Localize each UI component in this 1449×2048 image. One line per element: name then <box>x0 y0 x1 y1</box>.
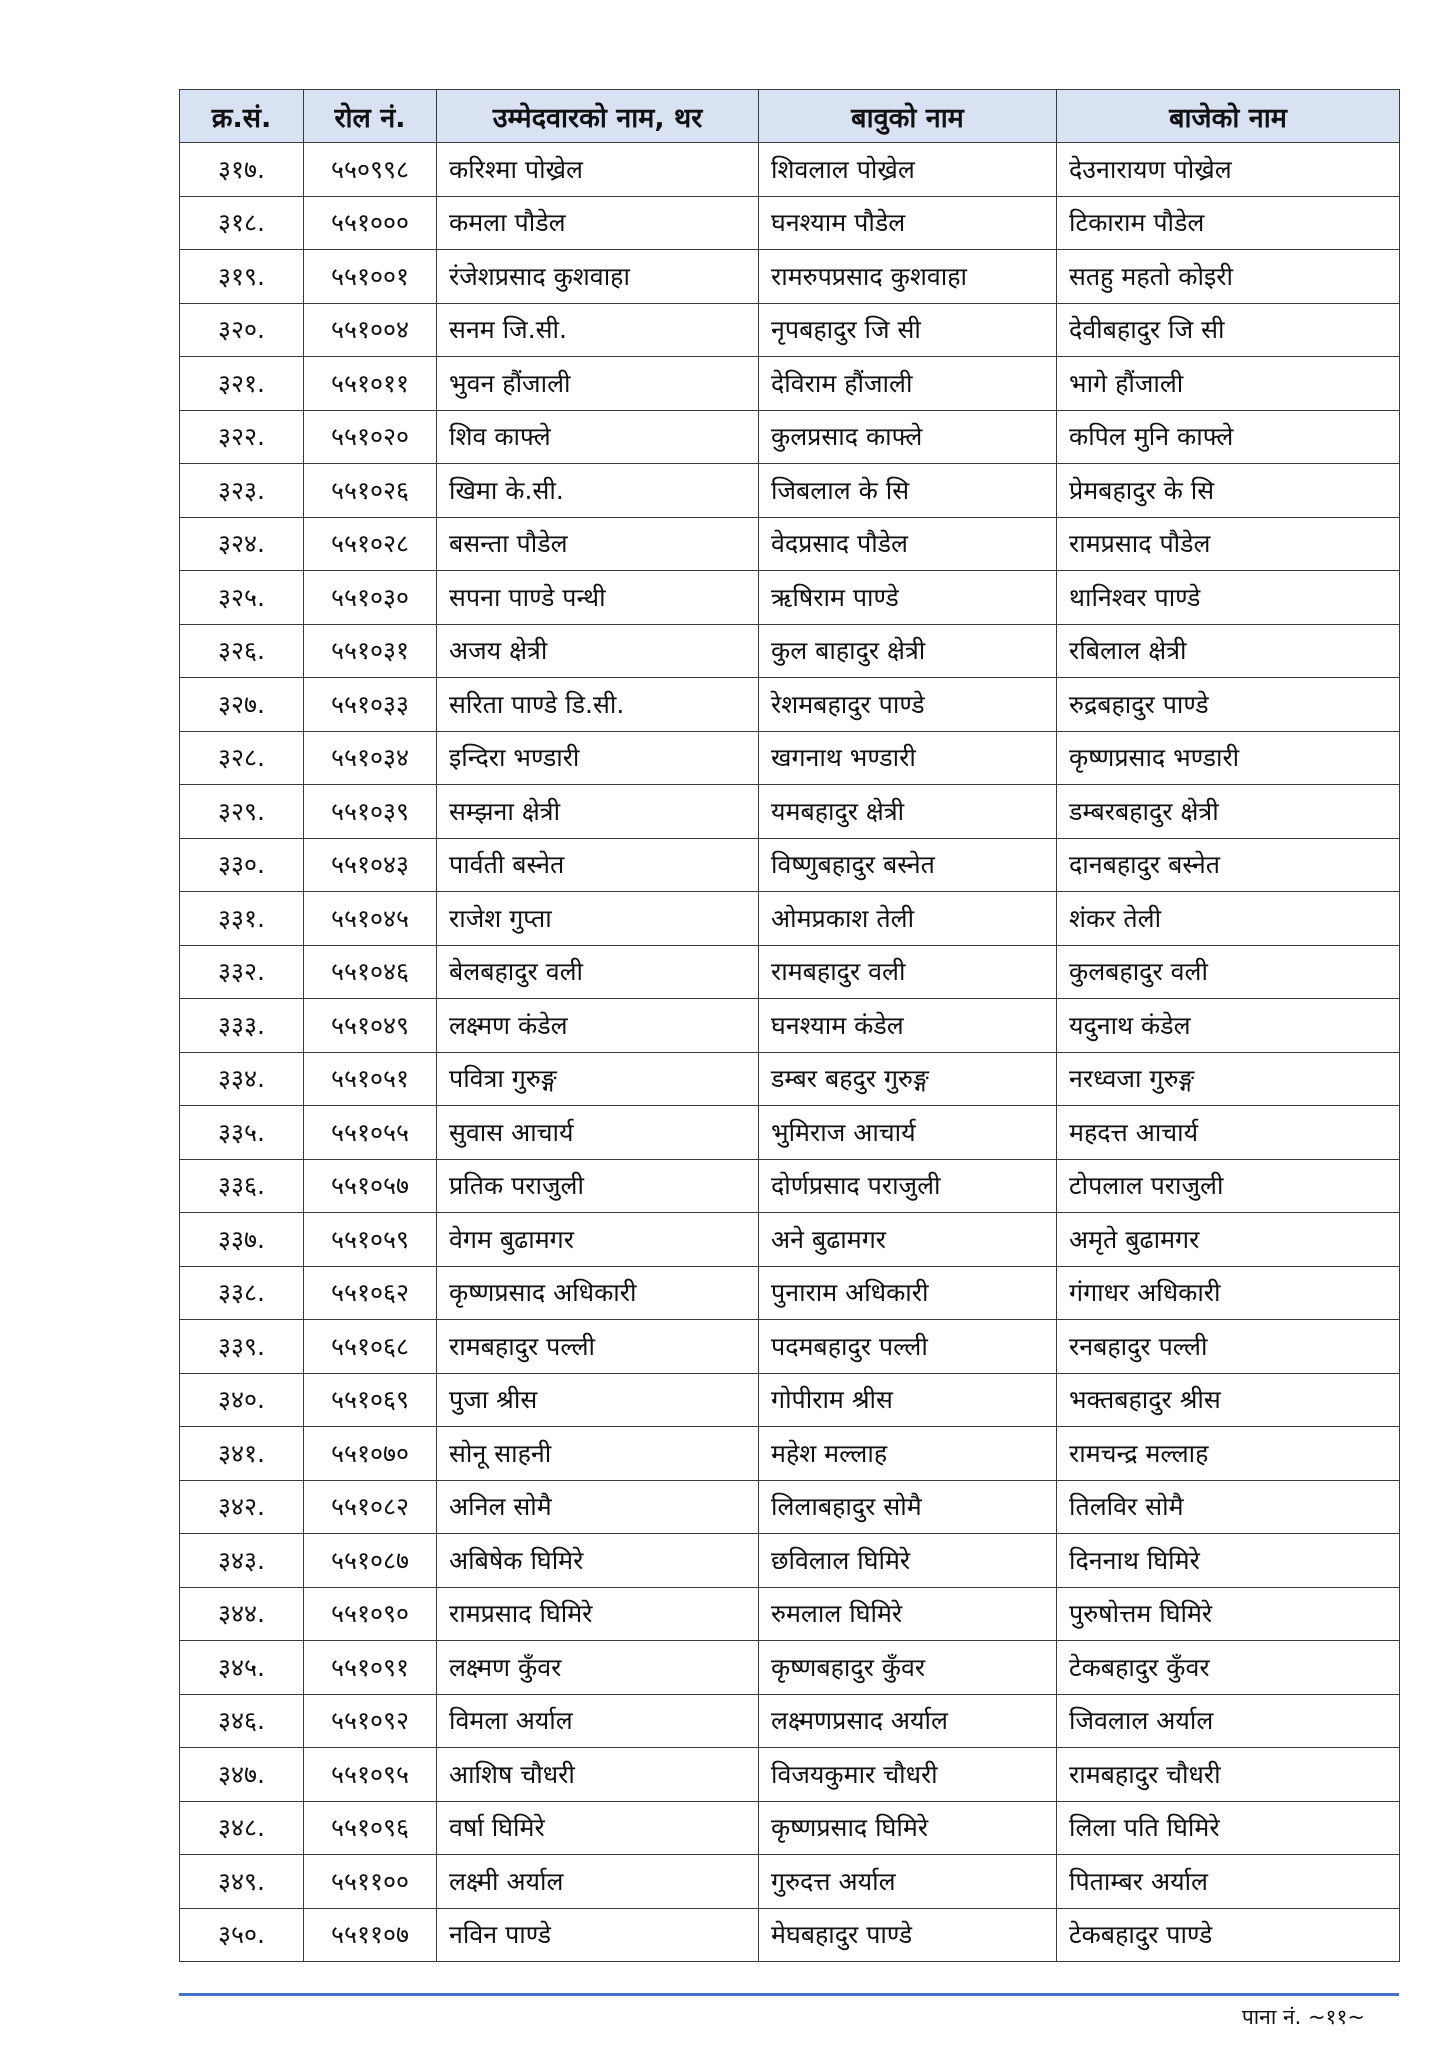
grandfather-name-cell: रुद्रबहादुर पाण्डे <box>1057 678 1400 732</box>
grandfather-name-cell: जिवलाल अर्याल <box>1057 1694 1400 1748</box>
candidate-name-cell: रंजेशप्रसाद कुशवाहा <box>437 250 759 304</box>
candidate-name-cell: लक्ष्मण कंडेल <box>437 999 759 1053</box>
candidate-name-cell: पार्वती बस्नेत <box>437 838 759 892</box>
grandfather-name-cell: पिताम्बर अर्याल <box>1057 1855 1400 1909</box>
serial-number-cell: ३३४. <box>180 1052 304 1106</box>
roll-number-cell: ५५१०९२ <box>304 1694 437 1748</box>
candidate-name-cell: कमला पौडेल <box>437 196 759 250</box>
serial-number-cell: ३२७. <box>180 678 304 732</box>
roll-number-cell: ५५१०३० <box>304 571 437 625</box>
roll-number-cell: ५५१०६२ <box>304 1266 437 1320</box>
roll-number-cell: ५५१००४ <box>304 303 437 357</box>
father-name-cell: दोर्णप्रसाद पराजुली <box>759 1159 1057 1213</box>
table-row <box>180 1801 1400 1855</box>
serial-number-cell: ३२६. <box>180 624 304 678</box>
table-row <box>180 1694 1400 1748</box>
grandfather-name-cell: भागे हौंजाली <box>1057 357 1400 411</box>
roll-number-cell: ५५१०९६ <box>304 1801 437 1855</box>
grandfather-name-cell: भक्तबहादुर श्रीस <box>1057 1373 1400 1427</box>
header-grandfather-name: बाजेको नाम <box>1057 90 1400 143</box>
serial-number-cell: ३२१. <box>180 357 304 411</box>
grandfather-name-cell: प्रेमबहादुर के सि <box>1057 464 1400 518</box>
father-name-cell: घनश्याम पौडेल <box>759 196 1057 250</box>
candidate-name-cell: पवित्रा गुरुङ्ग <box>437 1052 759 1106</box>
serial-number-cell: ३२४. <box>180 517 304 571</box>
grandfather-name-cell: कुलबहादुर वली <box>1057 945 1400 999</box>
serial-number-cell: ३५०. <box>180 1908 304 1962</box>
table-row <box>180 464 1400 518</box>
table-row <box>180 357 1400 411</box>
footer-rule <box>179 1993 1399 1996</box>
table-row <box>180 517 1400 571</box>
roll-number-cell: ५५१०८७ <box>304 1534 437 1588</box>
grandfather-name-cell: टोपलाल पराजुली <box>1057 1159 1400 1213</box>
candidate-name-cell: रामबहादुर पल्ली <box>437 1320 759 1374</box>
father-name-cell: कुलप्रसाद काफ्ले <box>759 410 1057 464</box>
table-row <box>180 196 1400 250</box>
father-name-cell: भुमिराज आचार्य <box>759 1106 1057 1160</box>
roll-number-cell: ५५१००० <box>304 196 437 250</box>
roll-number-cell: ५५१०६९ <box>304 1373 437 1427</box>
grandfather-name-cell: नरध्वजा गुरुङ्ग <box>1057 1052 1400 1106</box>
header-serial-number: क्र.सं. <box>180 90 304 143</box>
table-row <box>180 1159 1400 1213</box>
candidate-name-cell: राजेश गुप्ता <box>437 892 759 946</box>
serial-number-cell: ३२२. <box>180 410 304 464</box>
candidate-name-cell: सनम जि.सी. <box>437 303 759 357</box>
table-row <box>180 785 1400 839</box>
father-name-cell: महेश मल्लाह <box>759 1427 1057 1481</box>
roll-number-cell: ५५१०३१ <box>304 624 437 678</box>
table-row <box>180 1266 1400 1320</box>
roll-number-cell: ५५१०९१ <box>304 1641 437 1695</box>
candidate-name-cell: लक्ष्मी अर्याल <box>437 1855 759 1909</box>
table-row <box>180 624 1400 678</box>
serial-number-cell: ३४०. <box>180 1373 304 1427</box>
serial-number-cell: ३२५. <box>180 571 304 625</box>
candidate-name-cell: वेगम बुढामगर <box>437 1213 759 1267</box>
result-sheet <box>179 89 1399 1962</box>
grandfather-name-cell: टिकाराम पौडेल <box>1057 196 1400 250</box>
serial-number-cell: ३४२. <box>180 1480 304 1534</box>
table-row <box>180 1427 1400 1481</box>
candidate-name-cell: भुवन हौंजाली <box>437 357 759 411</box>
roll-number-cell: ५५०९९८ <box>304 143 437 197</box>
father-name-cell: जिबलाल के सि <box>759 464 1057 518</box>
serial-number-cell: ३२३. <box>180 464 304 518</box>
roll-number-cell: ५५११०७ <box>304 1908 437 1962</box>
header-candidate-name: उम्मेदवारको नाम, थर <box>437 90 759 143</box>
grandfather-name-cell: डम्बरबहादुर क्षेत्री <box>1057 785 1400 839</box>
candidate-name-cell: सुवास आचार्य <box>437 1106 759 1160</box>
table-row <box>180 838 1400 892</box>
candidate-name-cell: रामप्रसाद घिमिरे <box>437 1587 759 1641</box>
grandfather-name-cell: देउनारायण पोख्रेल <box>1057 143 1400 197</box>
grandfather-name-cell: टेकबहादुर पाण्डे <box>1057 1908 1400 1962</box>
table-row <box>180 143 1400 197</box>
candidate-name-cell: वर्षा घिमिरे <box>437 1801 759 1855</box>
father-name-cell: रामबहादुर वली <box>759 945 1057 999</box>
results-table <box>179 89 1400 1962</box>
grandfather-name-cell: महदत्त आचार्य <box>1057 1106 1400 1160</box>
roll-number-cell: ५५१०९५ <box>304 1748 437 1802</box>
grandfather-name-cell: रामप्रसाद पौडेल <box>1057 517 1400 571</box>
roll-number-cell: ५५१०३३ <box>304 678 437 732</box>
header-father-name: बावुको नाम <box>759 90 1057 143</box>
roll-number-cell: ५५१०५१ <box>304 1052 437 1106</box>
roll-number-cell: ५५१०२८ <box>304 517 437 571</box>
table-row <box>180 571 1400 625</box>
table-row <box>180 1480 1400 1534</box>
father-name-cell: खगनाथ भण्डारी <box>759 731 1057 785</box>
serial-number-cell: ३१९. <box>180 250 304 304</box>
grandfather-name-cell: दानबहादुर बस्नेत <box>1057 838 1400 892</box>
grandfather-name-cell: अमृते बुढामगर <box>1057 1213 1400 1267</box>
father-name-cell: घनश्याम कंडेल <box>759 999 1057 1053</box>
table-row <box>180 1052 1400 1106</box>
father-name-cell: रुमलाल घिमिरे <box>759 1587 1057 1641</box>
page-number: पाना नं. ~११~ <box>1241 2005 1365 2029</box>
table-row <box>180 1534 1400 1588</box>
candidate-name-cell: सम्झना क्षेत्री <box>437 785 759 839</box>
roll-number-cell: ५५१०४३ <box>304 838 437 892</box>
grandfather-name-cell: पुरुषोत्तम घिमिरे <box>1057 1587 1400 1641</box>
father-name-cell: पदमबहादुर पल्ली <box>759 1320 1057 1374</box>
candidate-name-cell: सरिता पाण्डे डि.सी. <box>437 678 759 732</box>
grandfather-name-cell: रबिलाल क्षेत्री <box>1057 624 1400 678</box>
father-name-cell: देविराम हौंजाली <box>759 357 1057 411</box>
table-row <box>180 999 1400 1053</box>
candidate-name-cell: प्रतिक पराजुली <box>437 1159 759 1213</box>
roll-number-cell: ५५१०२० <box>304 410 437 464</box>
table-row <box>180 1320 1400 1374</box>
father-name-cell: डम्बर बहदुर गुरुङ्ग <box>759 1052 1057 1106</box>
table-row <box>180 1106 1400 1160</box>
father-name-cell: लक्ष्मणप्रसाद अर्याल <box>759 1694 1057 1748</box>
serial-number-cell: ३४७. <box>180 1748 304 1802</box>
father-name-cell: गुरुदत्त अर्याल <box>759 1855 1057 1909</box>
candidate-name-cell: विमला अर्याल <box>437 1694 759 1748</box>
grandfather-name-cell: देवीबहादुर जि सी <box>1057 303 1400 357</box>
father-name-cell: लिलाबहादुर सोमै <box>759 1480 1057 1534</box>
table-row <box>180 1373 1400 1427</box>
grandfather-name-cell: यदुनाथ कंडेल <box>1057 999 1400 1053</box>
father-name-cell: ऋषिराम पाण्डे <box>759 571 1057 625</box>
serial-number-cell: ३३०. <box>180 838 304 892</box>
candidate-name-cell: अजय क्षेत्री <box>437 624 759 678</box>
candidate-name-cell: पुजा श्रीस <box>437 1373 759 1427</box>
candidate-name-cell: सोनू साहनी <box>437 1427 759 1481</box>
father-name-cell: कुल बाहादुर क्षेत्री <box>759 624 1057 678</box>
serial-number-cell: ३३२. <box>180 945 304 999</box>
grandfather-name-cell: गंगाधर अधिकारी <box>1057 1266 1400 1320</box>
candidate-name-cell: लक्ष्मण कुँवर <box>437 1641 759 1695</box>
table-row <box>180 1587 1400 1641</box>
grandfather-name-cell: टेकबहादुर कुँवर <box>1057 1641 1400 1695</box>
serial-number-cell: ३३३. <box>180 999 304 1053</box>
serial-number-cell: ३३६. <box>180 1159 304 1213</box>
candidate-name-cell: खिमा के.सी. <box>437 464 759 518</box>
table-row <box>180 1213 1400 1267</box>
candidate-name-cell: सपना पाण्डे पन्थी <box>437 571 759 625</box>
candidate-name-cell: आशिष चौधरी <box>437 1748 759 1802</box>
roll-number-cell: ५५११०० <box>304 1855 437 1909</box>
roll-number-cell: ५५१०५७ <box>304 1159 437 1213</box>
table-row <box>180 250 1400 304</box>
father-name-cell: ओमप्रकाश तेली <box>759 892 1057 946</box>
candidate-name-cell: कृष्णप्रसाद अधिकारी <box>437 1266 759 1320</box>
father-name-cell: शिवलाल पोख्रेल <box>759 143 1057 197</box>
serial-number-cell: ३१८. <box>180 196 304 250</box>
candidate-name-cell: अनिल सोमै <box>437 1480 759 1534</box>
table-header-row <box>180 90 1400 143</box>
father-name-cell: कृष्णप्रसाद घिमिरे <box>759 1801 1057 1855</box>
roll-number-cell: ५५१०९० <box>304 1587 437 1641</box>
roll-number-cell: ५५१०७० <box>304 1427 437 1481</box>
roll-number-cell: ५५१०४५ <box>304 892 437 946</box>
table-row <box>180 1748 1400 1802</box>
serial-number-cell: ३४५. <box>180 1641 304 1695</box>
roll-number-cell: ५५१०५५ <box>304 1106 437 1160</box>
candidate-name-cell: इन्दिरा भण्डारी <box>437 731 759 785</box>
father-name-cell: रामरुपप्रसाद कुशवाहा <box>759 250 1057 304</box>
grandfather-name-cell: तिलविर सोमै <box>1057 1480 1400 1534</box>
serial-number-cell: ३३९. <box>180 1320 304 1374</box>
candidate-name-cell: शिव काफ्ले <box>437 410 759 464</box>
father-name-cell: विजयकुमार चौधरी <box>759 1748 1057 1802</box>
roll-number-cell: ५५१००१ <box>304 250 437 304</box>
table-row <box>180 303 1400 357</box>
grandfather-name-cell: सतहु महतो कोइरी <box>1057 250 1400 304</box>
serial-number-cell: ३४१. <box>180 1427 304 1481</box>
father-name-cell: अने बुढामगर <box>759 1213 1057 1267</box>
serial-number-cell: ३१७. <box>180 143 304 197</box>
candidate-name-cell: बेलबहादुर वली <box>437 945 759 999</box>
grandfather-name-cell: रामबहादुर चौधरी <box>1057 1748 1400 1802</box>
table-row <box>180 892 1400 946</box>
table-row <box>180 678 1400 732</box>
serial-number-cell: ३४६. <box>180 1694 304 1748</box>
father-name-cell: वेदप्रसाद पौडेल <box>759 517 1057 571</box>
table-row <box>180 731 1400 785</box>
candidate-name-cell: बसन्ता पौडेल <box>437 517 759 571</box>
roll-number-cell: ५५१०६८ <box>304 1320 437 1374</box>
father-name-cell: मेघबहादुर पाण्डे <box>759 1908 1057 1962</box>
table-row <box>180 1855 1400 1909</box>
father-name-cell: गोपीराम श्रीस <box>759 1373 1057 1427</box>
serial-number-cell: ३३७. <box>180 1213 304 1267</box>
serial-number-cell: ३४३. <box>180 1534 304 1588</box>
candidate-name-cell: नविन पाण्डे <box>437 1908 759 1962</box>
serial-number-cell: ३२०. <box>180 303 304 357</box>
serial-number-cell: ३३५. <box>180 1106 304 1160</box>
father-name-cell: नृपबहादुर जि सी <box>759 303 1057 357</box>
grandfather-name-cell: कृष्णप्रसाद भण्डारी <box>1057 731 1400 785</box>
grandfather-name-cell: शंकर तेली <box>1057 892 1400 946</box>
candidate-name-cell: करिश्मा पोख्रेल <box>437 143 759 197</box>
roll-number-cell: ५५१०८२ <box>304 1480 437 1534</box>
table-row <box>180 410 1400 464</box>
serial-number-cell: ३४४. <box>180 1587 304 1641</box>
candidate-name-cell: अबिषेक घिमिरे <box>437 1534 759 1588</box>
father-name-cell: विष्णुबहादुर बस्नेत <box>759 838 1057 892</box>
roll-number-cell: ५५१०५९ <box>304 1213 437 1267</box>
grandfather-name-cell: रनबहादुर पल्ली <box>1057 1320 1400 1374</box>
father-name-cell: कृष्णबहादुर कुँवर <box>759 1641 1057 1695</box>
father-name-cell: यमबहादुर क्षेत्री <box>759 785 1057 839</box>
roll-number-cell: ५५१०११ <box>304 357 437 411</box>
grandfather-name-cell: रामचन्द्र मल्लाह <box>1057 1427 1400 1481</box>
father-name-cell: रेशमबहादुर पाण्डे <box>759 678 1057 732</box>
father-name-cell: छविलाल घिमिरे <box>759 1534 1057 1588</box>
grandfather-name-cell: कपिल मुनि काफ्ले <box>1057 410 1400 464</box>
serial-number-cell: ३४९. <box>180 1855 304 1909</box>
header-roll-number: रोल नं. <box>304 90 437 143</box>
grandfather-name-cell: थानिश्वर पाण्डे <box>1057 571 1400 625</box>
father-name-cell: पुनाराम अधिकारी <box>759 1266 1057 1320</box>
table-row <box>180 1908 1400 1962</box>
grandfather-name-cell: दिननाथ घिमिरे <box>1057 1534 1400 1588</box>
serial-number-cell: ३२८. <box>180 731 304 785</box>
serial-number-cell: ३३८. <box>180 1266 304 1320</box>
table-row <box>180 1641 1400 1695</box>
roll-number-cell: ५५१०४६ <box>304 945 437 999</box>
roll-number-cell: ५५१०२६ <box>304 464 437 518</box>
serial-number-cell: ३४८. <box>180 1801 304 1855</box>
serial-number-cell: ३३१. <box>180 892 304 946</box>
table-body <box>180 143 1400 1962</box>
roll-number-cell: ५५१०४९ <box>304 999 437 1053</box>
roll-number-cell: ५५१०३४ <box>304 731 437 785</box>
roll-number-cell: ५५१०३९ <box>304 785 437 839</box>
table-row <box>180 945 1400 999</box>
grandfather-name-cell: लिला पति घिमिरे <box>1057 1801 1400 1855</box>
serial-number-cell: ३२९. <box>180 785 304 839</box>
